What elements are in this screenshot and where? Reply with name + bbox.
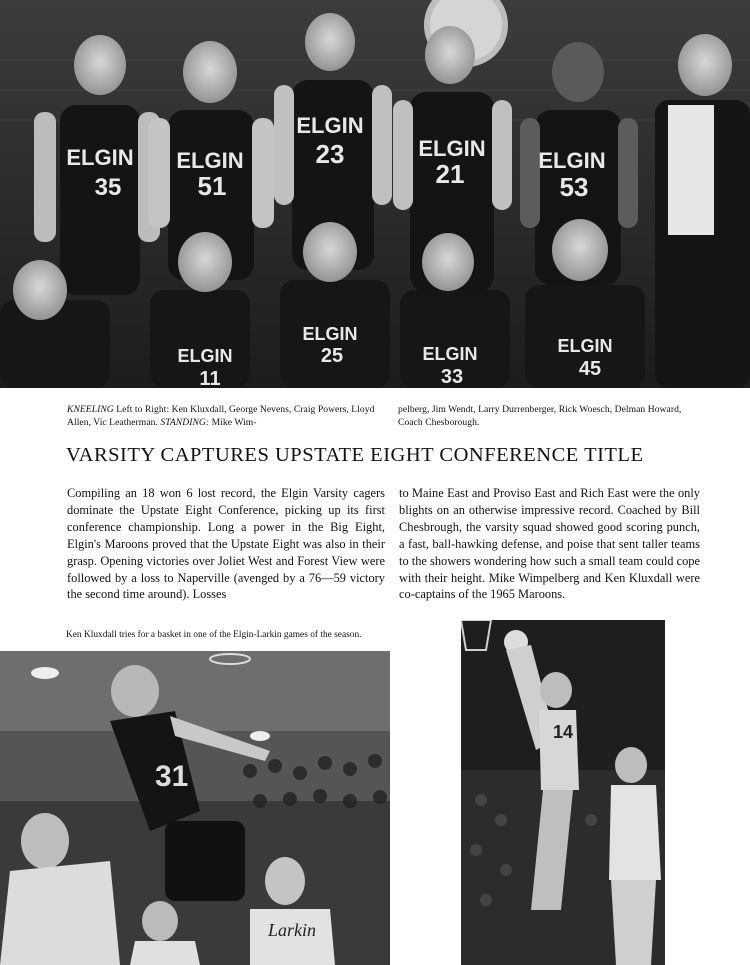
- standing-names-start: Mike Wim-: [209, 417, 257, 428]
- kneel-jersey-name-2: ELGIN: [302, 324, 358, 344]
- kneel-jersey-name-1: ELGIN: [177, 346, 233, 366]
- article-headline: VARSITY CAPTURES UPSTATE EIGHT CONFERENCE TITLE: [66, 444, 644, 466]
- jersey-number-23: 23: [315, 139, 345, 169]
- jersey-name-5: ELGIN: [538, 148, 606, 173]
- team-caption-right: pelberg, Jim Wendt, Larry Durrenberger, Rick Woesch, Delman Howard, Coach Chesborough.: [398, 404, 682, 428]
- kneel-jersey-name-4: ELGIN: [557, 336, 613, 356]
- team-photo: [0, 0, 750, 388]
- right-player-number: 14: [553, 722, 574, 742]
- article-column-1: Compiling an 18 won 6 lost record, the Elgin Varsity cagers dominate the Upstate Eight Conference, picking up its first conference championship. Long a power in the Big Eight, Elgin's Maroons proved that the Upstate Eight was also in their grasp. Opening victories over Joliet West and Forest View were followed by a loss to Naperville (avenged by a 76—59 victory the second time around). Losses: [67, 486, 385, 602]
- jersey-name-1: ELGIN: [66, 145, 134, 170]
- jersey-number-21: 21: [435, 159, 465, 189]
- kneeling-label: KNEELING: [67, 404, 114, 415]
- kneel-jersey-number-25: 25: [320, 345, 344, 367]
- jersey-name-4: ELGIN: [418, 136, 486, 161]
- kneel-jersey-number-33: 33: [440, 366, 464, 388]
- jersey-number-35: 35: [94, 174, 122, 201]
- standing-label: STANDING:: [160, 417, 210, 428]
- game-photo-caption: Ken Kluxdall tries for a basket in one of the Elgin-Larkin games of the season.: [66, 630, 362, 640]
- jersey-number-53: 53: [559, 172, 589, 202]
- left-player-number: 31: [155, 760, 189, 793]
- kneeling-names: Left to Right: Ken Kluxdall, George Nevens, Craig Powers, Lloyd Allen, Vic Leatherman.: [67, 404, 375, 428]
- article-column-2: to Maine East and Proviso East and Rich East were the only blights on an otherwise impressive record. Coached by Bill Chesbrough, the varsity squad showed good scoring punch, a fast, ball-hawking defense, and poise that sent taller teams to the showers wondering how such a small team could cope with their height. Mike Wimpelberg and Ken Kluxdall were co-captains of the 1965 Maroons.: [399, 486, 700, 602]
- kneel-jersey-name-3: ELGIN: [422, 344, 478, 364]
- jersey-number-51: 51: [197, 171, 227, 201]
- opponent-jersey-name: Larkin: [268, 920, 317, 940]
- kneel-jersey-number-45: 45: [578, 358, 602, 380]
- game-photo-left: [0, 651, 390, 965]
- kneel-jersey-number-11: 11: [199, 368, 221, 388]
- game-photo-right: [461, 620, 665, 965]
- team-caption-left: [67, 403, 385, 429]
- jersey-name-3: ELGIN: [296, 113, 364, 138]
- jersey-name-2: ELGIN: [176, 148, 244, 173]
